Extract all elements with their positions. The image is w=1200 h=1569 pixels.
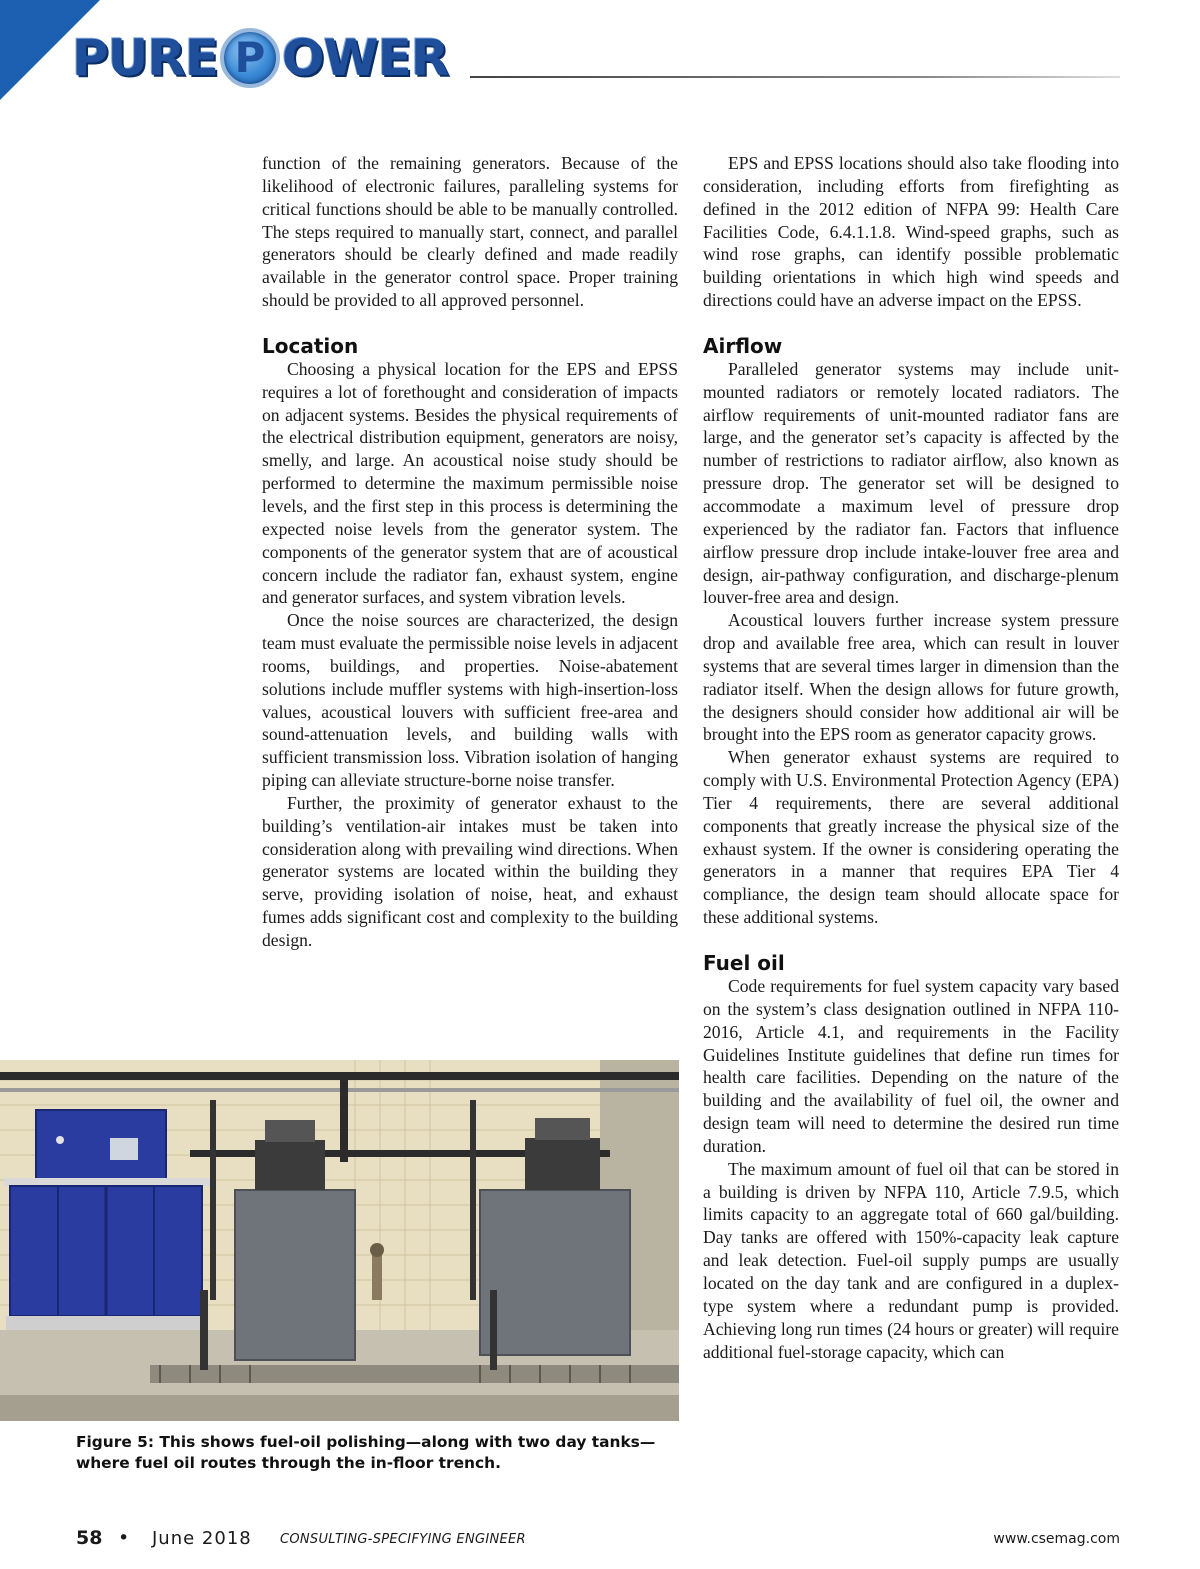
right-paragraph-2: Paralleled generator systems may include unit-mounted radiators or remotely located radiators. The airflow requirements of unit-mounted radiator fans are large, and the generator set’s capacity is affected by the number of restrictions to radiator airflow, also known as pressure drop. The generator set will be designed to accommodate a maximum level of pressure drop experienced by the radiator fan. Factors that influence airflow pressure drop include intake-louver free area and design, air-pathway configuration, and discharge-plenum louver-free area and design. [703, 358, 1119, 608]
right-paragraph-6: The maximum amount of fuel oil that can be stored in a building is driven by NFPA 110, Article 7.9.5, which limits capacity to an aggregate total of 660 gal/building. Day tanks are offered with 150%-capacity leak capture and leak detection. Fuel-oil supply pumps are usually located on the day tank and are configured in a duplex-type system where a redundant pump is provided. Achieving long run times (24 hours or greater) will require additional fuel-storage capacity, which can [703, 1158, 1119, 1362]
figure-caption: Figure 5: This shows fuel-oil polishing—along with two day tanks—where fuel oil routes through the in-floor trench. [76, 1433, 656, 1472]
right-paragraph-3: Acoustical louvers further increase system pressure drop and available free area, which can result in louver systems that are several times larger in dimension than the radiator itself. When the design allows for future growth, the designers should consider how additional air will be brought into the EPS room as generator capacity grows. [703, 610, 1119, 745]
right-column [703, 152, 1119, 1363]
right-paragraph-5: Code requirements for fuel system capacity vary based on the system’s class designation outlined in NFPA 110-2016, Article 4.1, and requirements in the Facility Guidelines Institute guidelines that define run times for health care facilities. Depending on the nature of the building and the availability of fuel oil, the owner and design team will need to determine the desired run time duration. [703, 976, 1119, 1156]
photo-illustration [0, 1060, 679, 1421]
left-paragraph-3: Once the noise sources are characterized, the design team must evaluate the permissible noise levels in adjacent rooms, buildings, and properties. Noise-abatement solutions include muffler systems with high-insertion-loss values, acoustical louvers with sufficient free-area and sound-attenuation levels, and building walls with sufficient transmission loss. Vibration isolation of hanging piping can alleviate structure-borne noise transfer. [262, 610, 678, 791]
heading-fuel-oil: Fuel oil [703, 951, 785, 975]
pure-power-logo [72, 28, 448, 88]
header-rule [470, 76, 1120, 78]
logo-p-emblem: P [220, 28, 280, 88]
page-number: 58 [76, 1527, 103, 1549]
page-footer [0, 1527, 1200, 1555]
right-paragraph-4: When generator exhaust systems are required to comply with U.S. Environmental Protection Agency (EPA) Tier 4 requirements, there are several additional components that greatly increase the physical size of the exhaust system. If the owner is considering operating the generators in a manner that requires EPA Tier 4 compliance, the design team should allocate space for these additional systems. [703, 747, 1119, 928]
website-url: www.csemag.com [993, 1531, 1120, 1547]
left-column [262, 152, 678, 952]
right-paragraph-1: EPS and EPSS locations should also take flooding into consideration, including efforts from firefighting as defined in the 2012 edition of NFPA 99: Health Care Facilities Code, 6.4.1.1.8. Wind-speed graphs, such as wind rose graphs, can identify possible problematic building orientations in which high wind speeds and directions could have an adverse impact on the EPSS. [703, 153, 1119, 311]
logo-text-left: PURE [72, 29, 218, 87]
issue-date: June 2018 [152, 1528, 252, 1549]
heading-airflow: Airflow [703, 333, 783, 358]
figure-5-photo [0, 1060, 679, 1421]
left-paragraph-1: function of the remaining generators. Because of the likelihood of electronic failures, paralleling systems for critical functions should be able to be manually controlled. The steps required to manually start, connect, and parallel generators should be clearly defined and made readily available in the generator control space. Proper training should be provided to all approved personnel. [262, 153, 678, 311]
logo-text-right: OWER [281, 29, 449, 87]
magazine-name: CONSULTING-SPECIFYING ENGINEER [280, 1532, 526, 1547]
left-paragraph-2: Choosing a physical location for the EPS and EPSS requires a lot of forethought and consideration of impacts on adjacent systems. Besides the physical requirements of the electrical distribution equipment, generators are noisy, smelly, and large. An acoustical noise study should be performed to determine the maximum permissible noise levels, and the first step in this process is determining the expected noise levels from the generator system. The components of the generator system that are of acoustical concern include the radiator fan, exhaust system, engine and generator surfaces, and system vibration levels. [262, 358, 678, 608]
left-paragraph-4: Further, the proximity of generator exhaust to the building’s ventilation-air intakes must be taken into consideration along with prevailing wind directions. When generator systems are located within the building they serve, providing isolation of noise, heat, and exhaust fumes adds significant cost and complexity to the building design. [262, 792, 678, 950]
footer-bullet: • [118, 1527, 130, 1549]
heading-location: Location [262, 333, 359, 358]
